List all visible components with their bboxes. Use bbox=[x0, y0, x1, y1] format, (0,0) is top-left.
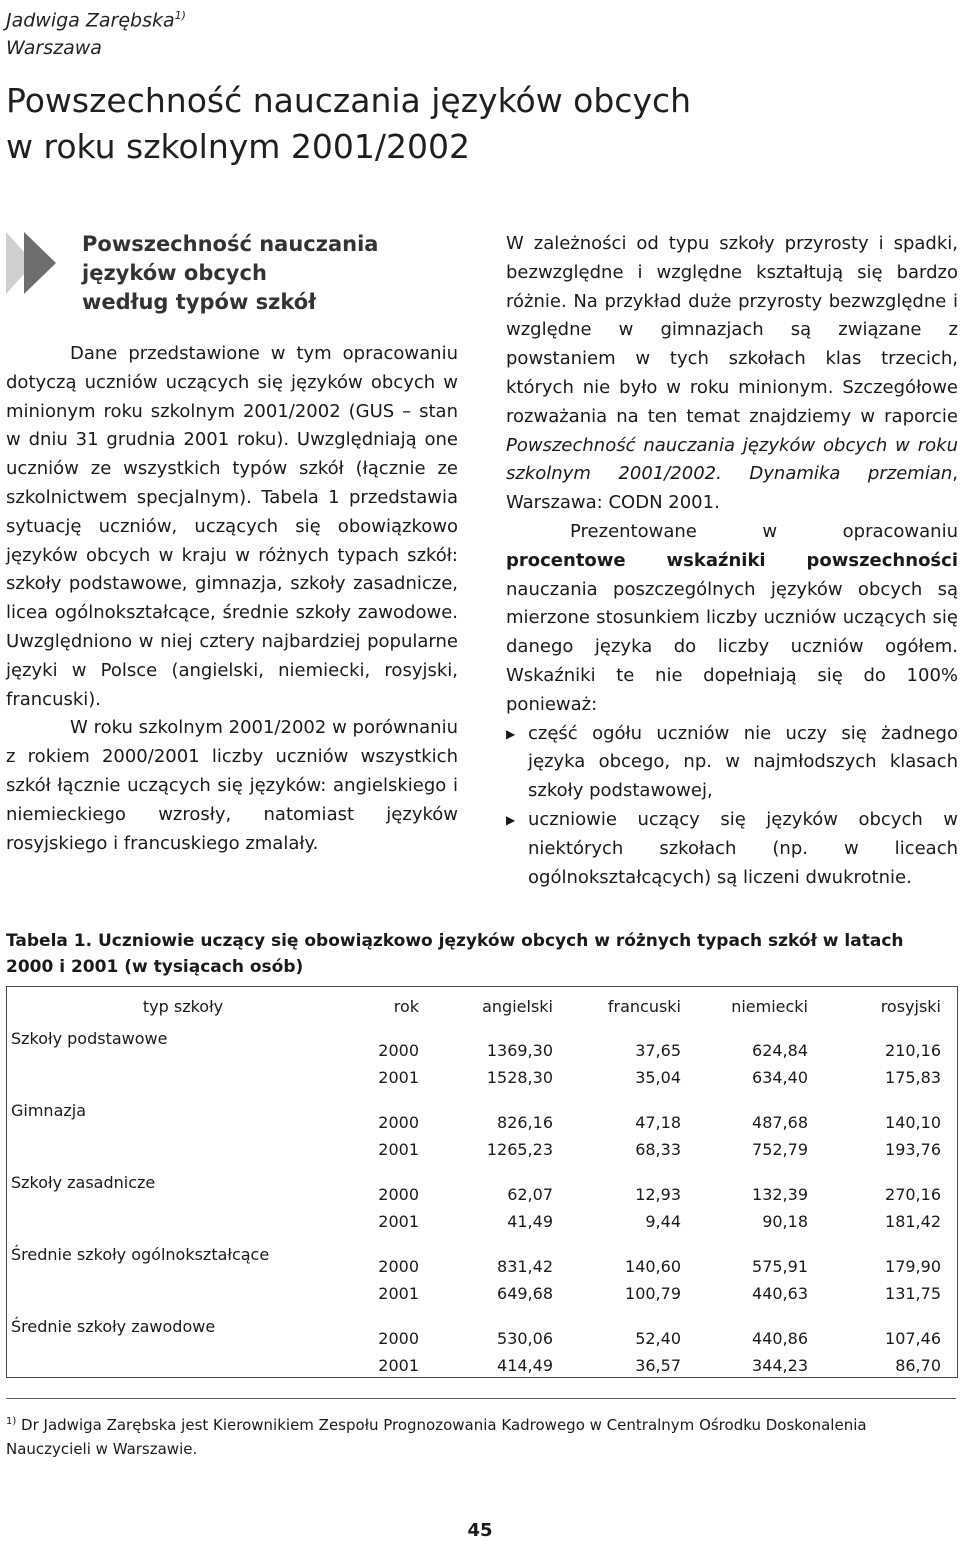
french-cell: 12,93 9,44 bbox=[635, 1185, 681, 1231]
col-header-russian: rosyjski bbox=[880, 996, 941, 1016]
page-number: 45 bbox=[467, 1520, 493, 1541]
table-row bbox=[7, 1025, 957, 1097]
left-paragraph-2: W roku szkolnym 2001/2002 w porównaniu z rokiem 2000/2001 liczby uczniów wszystkich szkół łącznie uczących się języków: angielskiego i niemieckiego wzrosły, natomiast języków rosyjskiego i francuskiego zmalały. bbox=[6, 717, 458, 854]
col-header-english: angielski bbox=[482, 996, 553, 1016]
school-type-cell: Średnie szkoły ogólnokształcące bbox=[11, 1245, 270, 1264]
section-heading-line-2: języków obcych bbox=[82, 261, 267, 285]
school-type-cell: Szkoły zasadnicze bbox=[11, 1173, 156, 1192]
table-caption: Tabela 1. Uczniowie uczący się obowiązkowo języków obcych w różnych typach szkół w latach 2000 i 2001 (w tysiącach osób) bbox=[6, 931, 904, 977]
right-paragraph-1 bbox=[506, 230, 958, 518]
list-item bbox=[506, 806, 958, 892]
footnote bbox=[6, 1410, 956, 1461]
year-cell: 2000 2001 bbox=[378, 1329, 419, 1375]
table-row bbox=[7, 1097, 957, 1169]
data-table bbox=[7, 987, 957, 1385]
author-name-line bbox=[6, 2, 186, 34]
right-paragraph-2-text-a: Prezentowane w opracowaniu bbox=[570, 520, 958, 542]
footnote-divider bbox=[6, 1398, 956, 1399]
russian-cell: 270,16 181,42 bbox=[885, 1185, 941, 1231]
col-header-year: rok bbox=[393, 996, 419, 1016]
table-row bbox=[7, 1313, 957, 1385]
german-cell: 487,68 752,79 bbox=[752, 1113, 808, 1159]
reasons-list bbox=[506, 720, 958, 893]
author-name: Jadwiga Zarębska bbox=[6, 9, 175, 32]
english-cell: 1369,30 1528,30 bbox=[486, 1041, 553, 1087]
section-heading bbox=[82, 230, 458, 317]
col-header-french: francuski bbox=[607, 996, 681, 1016]
list-item bbox=[506, 720, 958, 806]
year-cell: 2000 2001 bbox=[378, 1257, 419, 1303]
table-row bbox=[7, 1169, 957, 1241]
list-item-text: część ogółu uczniów nie uczy się żadnego języka obcego, np. w najmłodszych klasach szkoły podstawowej, bbox=[528, 722, 958, 802]
school-type-cell: Gimnazja bbox=[11, 1101, 87, 1120]
right-paragraph-2 bbox=[506, 518, 958, 720]
table-row bbox=[7, 1241, 957, 1313]
german-cell: 440,86 344,23 bbox=[752, 1329, 808, 1375]
english-cell: 831,42 649,68 bbox=[497, 1257, 553, 1303]
section-heading-block bbox=[6, 230, 458, 340]
french-cell: 47,18 68,33 bbox=[635, 1113, 681, 1159]
list-item-text: uczniowie uczący się języków obcych w niektórych szkołach (np. w liceach ogólnokształcących) są liczeni dwukrotnie. bbox=[528, 808, 958, 888]
footnote-text: Dr Jadwiga Zarębska jest Kierownikiem Zespołu Prognozowania Kadrowego w Centralnym Ośrodku Doskonalenia Nauczycieli w Warszawie. bbox=[6, 1416, 867, 1458]
year-cell: 2000 2001 bbox=[378, 1041, 419, 1087]
russian-cell: 107,46 86,70 bbox=[885, 1329, 941, 1375]
german-cell: 132,39 90,18 bbox=[752, 1185, 808, 1231]
right-paragraph-1-text-a: W zależności od typu szkoły przyrosty i spadki, bezwzględne i względne kształtują się bardzo różnie. Na przykład duże przyrosty bezwzględne i względne w gimnazjach są związane z powstaniem w tych szkołach klas trzecich, których nie było w roku minionym. Szczegółowe rozważania na ten temat znajdziemy w raporcie bbox=[506, 233, 958, 427]
section-heading-line-3: według typów szkół bbox=[82, 290, 317, 314]
english-cell: 62,07 41,49 bbox=[507, 1185, 553, 1231]
col-header-type: typ szkoły bbox=[142, 996, 224, 1016]
right-paragraph-2-text-b: nauczania poszczególnych języków obcych są mierzone stosunkiem liczby uczniów uczących się danego języka do liczby uczniów ogółem. Wskaźniki te nie dopełniają się do 100% ponieważ: bbox=[506, 578, 958, 715]
right-paragraph-1-text-b: , Warszawa: CODN 2001. bbox=[506, 463, 958, 514]
right-column bbox=[506, 230, 958, 892]
french-cell: 52,40 36,57 bbox=[635, 1329, 681, 1375]
emphasis-bold: procentowe wskaźniki powszechności bbox=[506, 549, 958, 571]
school-type-cell: Średnie szkoły zawodowe bbox=[11, 1317, 216, 1336]
russian-cell: 140,10 193,76 bbox=[885, 1113, 941, 1159]
data-table-frame bbox=[6, 986, 958, 1378]
author-block bbox=[6, 2, 186, 62]
section-triangle-icon bbox=[6, 232, 68, 294]
table-header-row bbox=[7, 987, 957, 1025]
title-line-1: Powszechność nauczania języków obcych bbox=[6, 81, 692, 120]
french-cell: 140,60 100,79 bbox=[625, 1257, 681, 1303]
section-heading-line-1: Powszechność nauczania bbox=[82, 232, 379, 256]
russian-cell: 179,90 131,75 bbox=[885, 1257, 941, 1303]
left-paragraph-1: Dane przedstawione w tym opracowaniu dotyczą uczniów uczących się języków obcych w minionym roku szkolnym 2001/2002 (GUS – stan w dniu 31 grudnia 2001 roku). Uwzględniają one uczniów ze wszystkich typów szkół (łącznie ze szkolnictwem specjalnym). Tabela 1 przedstawia sytuację uczniów, uczących się obowiązkowo języków obcych w kraju w różnych typach szkół: szkoły podstawowe, gimnazja, szkoły zasadnicze, licea ogólnokształcące, średnie szkoły zawodowe. Uwzględniono w niej cztery najbardziej popularne języki w Polsce (angielski, niemiecki, rosyjski, francuski). bbox=[6, 343, 458, 710]
school-type-cell: Szkoły podstawowe bbox=[11, 1029, 168, 1048]
german-cell: 575,91 440,63 bbox=[752, 1257, 808, 1303]
year-cell: 2000 2001 bbox=[378, 1185, 419, 1231]
year-cell: 2000 2001 bbox=[378, 1113, 419, 1159]
report-title-italic: Powszechność nauczania języków obcych w roku szkolnym 2001/2002. Dynamika przemian bbox=[506, 434, 958, 485]
left-column bbox=[6, 230, 458, 858]
col-header-german: niemiecki bbox=[731, 996, 808, 1016]
footnote-marker: 1) bbox=[6, 1416, 17, 1427]
russian-cell: 210,16 175,83 bbox=[885, 1041, 941, 1087]
english-cell: 530,06 414,49 bbox=[497, 1329, 553, 1375]
author-city: Warszawa bbox=[6, 37, 102, 60]
page-title bbox=[6, 78, 946, 170]
title-line-2: w roku szkolnym 2001/2002 bbox=[6, 127, 470, 166]
french-cell: 37,65 35,04 bbox=[635, 1041, 681, 1087]
author-footnote-marker: 1) bbox=[174, 9, 186, 22]
german-cell: 624,84 634,40 bbox=[752, 1041, 808, 1087]
english-cell: 826,16 1265,23 bbox=[486, 1113, 553, 1159]
